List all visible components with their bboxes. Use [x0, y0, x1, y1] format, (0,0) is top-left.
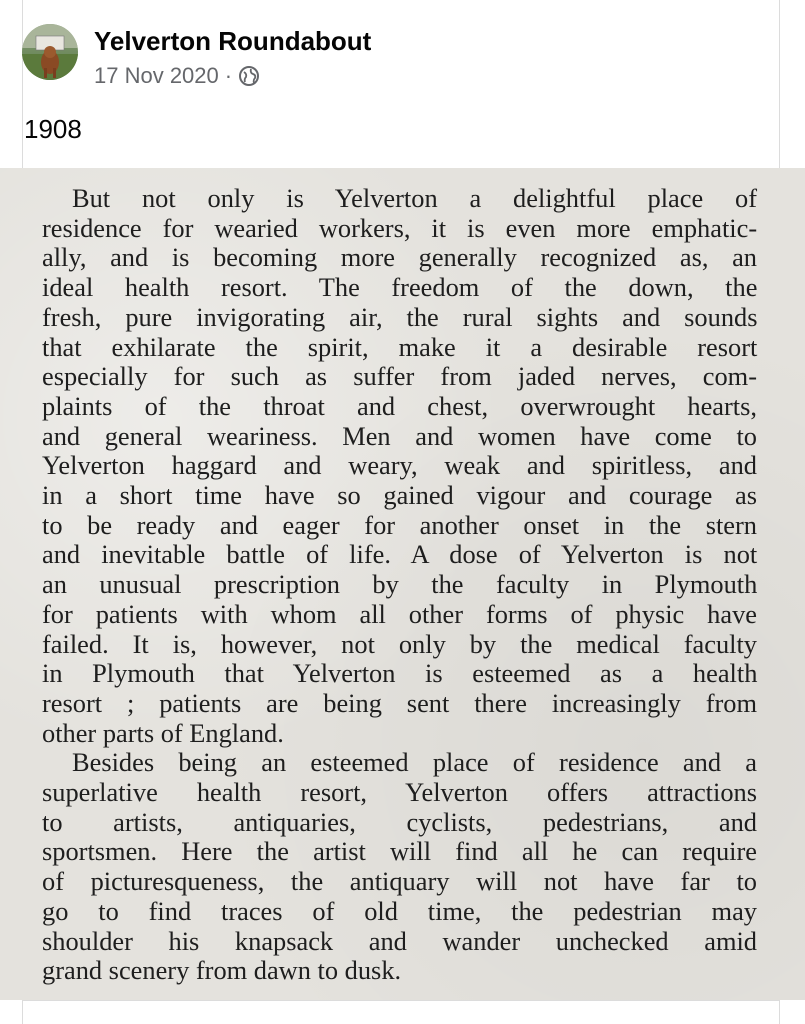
scan-line: resort ; patients are being sent there increasingly from	[42, 687, 757, 718]
scan-line: in a short time have so gained vigour and courage as	[42, 480, 758, 511]
scan-line: other parts of England.	[42, 717, 284, 748]
post-meta	[94, 24, 371, 90]
scan-line: Yelverton haggard and weary, weak and spiritless, and	[42, 450, 757, 481]
scan-line: failed. It is, however, not only by the medical faculty	[42, 628, 757, 659]
scan-line: in Plymouth that Yelverton is esteemed as a health	[42, 658, 758, 689]
scan-line: plaints of the throat and chest, overwrought hearts,	[42, 390, 757, 421]
post-footer-divider	[22, 1000, 780, 1024]
scan-line: and general weariness. Men and women have come to	[42, 420, 757, 451]
scan-line: go to find traces of old time, the pedestrian may	[42, 895, 757, 926]
post-subline	[94, 62, 371, 90]
post-header	[22, 24, 372, 88]
scan-line: of picturesqueness, the antiquary will not have far to	[42, 866, 757, 897]
scan-line: But not only is Yelverton a delightful place of	[72, 183, 757, 213]
scan-line: to artists, antiquaries, cyclists, pedestrians, and	[42, 806, 757, 837]
scan-line: residence for wearied workers, it is even more emphatic-	[42, 212, 758, 243]
avatar-image	[22, 24, 78, 80]
scanned-page-image[interactable]	[0, 168, 805, 1000]
scan-line: to be ready and eager for another onset in the stern	[42, 509, 757, 540]
scan-line: superlative health resort, Yelverton offers attractions	[42, 777, 757, 808]
post-date-link[interactable]: 17 Nov 2020	[94, 63, 219, 88]
scan-line: grand scenery from dawn to dusk.	[42, 955, 402, 986]
post-caption: 1908	[24, 114, 82, 144]
scan-line: that exhilarate the spirit, make it a desirable resort	[42, 331, 758, 362]
meta-separator: ·	[224, 63, 233, 88]
scan-line: especially for such as suffer from jaded nerves, com-	[42, 361, 757, 392]
scan-line: fresh, pure invigorating air, the rural sights and sounds	[42, 301, 758, 332]
page-avatar[interactable]	[22, 24, 78, 80]
scan-line: shoulder his knapsack and wander unchecked amid	[42, 925, 757, 956]
scan-line: ally, and is becoming more generally recognized as, an	[42, 242, 757, 273]
scan-line: Besides being an esteemed place of residence and a	[72, 747, 757, 778]
scan-line: sportsmen. Here the artist will find all he can require	[42, 836, 757, 867]
scanned-text-block	[42, 184, 757, 986]
scan-line: and inevitable battle of life. A dose of Yelverton is not	[42, 539, 758, 570]
scan-line: ideal health resort. The freedom of the down, the	[42, 272, 758, 303]
globe-icon[interactable]	[238, 65, 260, 87]
scan-line: for patients with whom all other forms of physic have	[42, 598, 758, 629]
scan-line: an unusual prescription by the faculty in Plymouth	[42, 569, 758, 600]
page-name-link[interactable]: Yelverton Roundabout	[94, 26, 372, 56]
